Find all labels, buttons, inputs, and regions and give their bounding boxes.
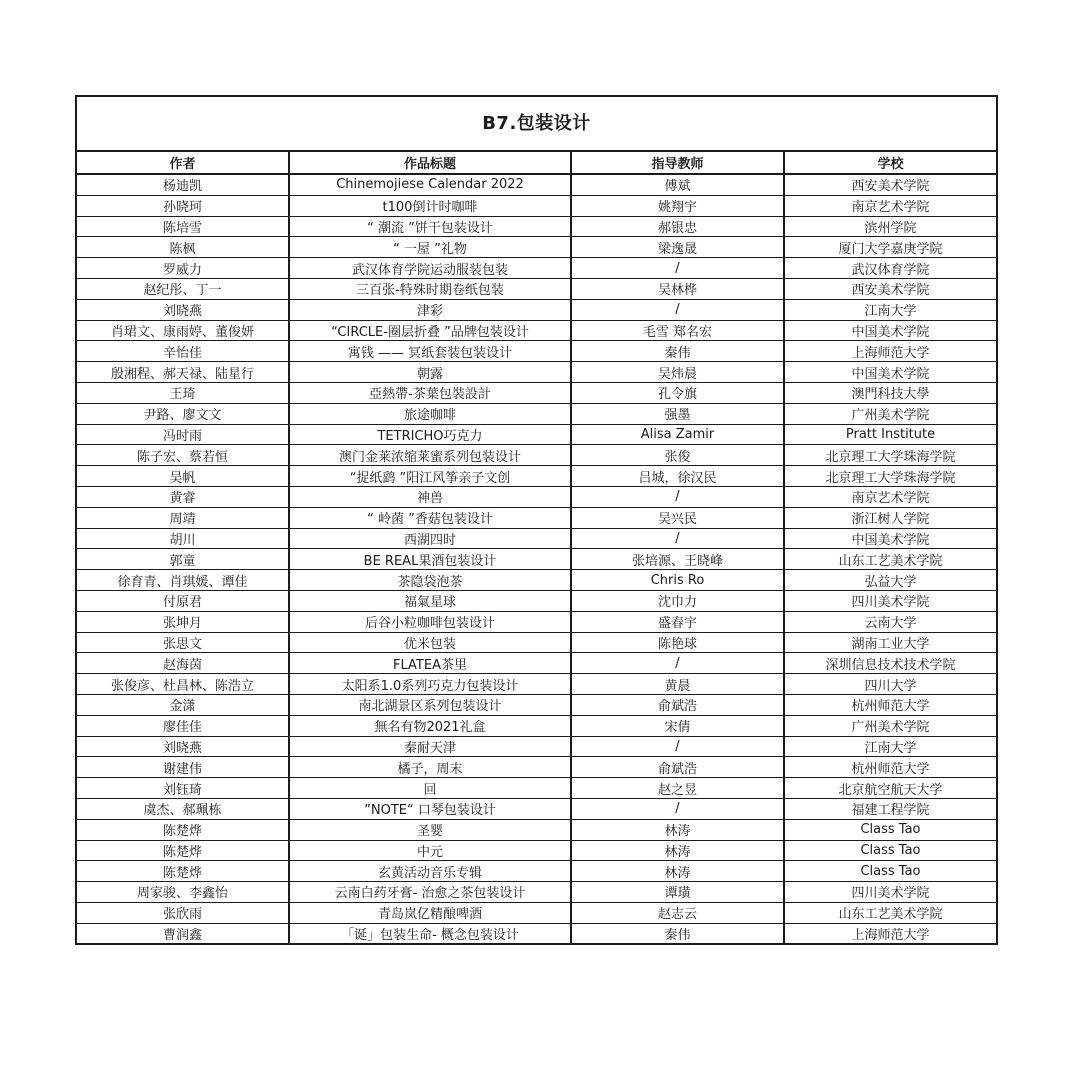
cell-instructor: 吴炜晨 xyxy=(571,362,784,383)
cell-author: 吴帆 xyxy=(77,466,289,487)
cell-work-title: 后谷小粒咖啡包装设计 xyxy=(289,611,571,632)
cell-work-title: 福氣星球 xyxy=(289,590,571,611)
cell-work-title: “ 一屋 ”礼物 xyxy=(289,237,571,258)
cell-work-title: “CIRCLE-圈层折叠 ”品牌包装设计 xyxy=(289,320,571,341)
table-row xyxy=(77,174,996,195)
cell-work-title: 圣婴 xyxy=(289,819,571,840)
cell-work-title: 橘子，周末 xyxy=(289,757,571,778)
cell-instructor: / xyxy=(571,653,784,674)
cell-work-title: 澳门金莱浓缩莱蜜系列包装设计 xyxy=(289,445,571,466)
cell-school: 弘益大学 xyxy=(784,570,996,591)
cell-school: 杭州师范大学 xyxy=(784,694,996,715)
cell-work-title: 三百张-特殊时期卷纸包装 xyxy=(289,278,571,299)
cell-school: 湖南工业大学 xyxy=(784,632,996,653)
table-row xyxy=(77,237,996,258)
cell-work-title: BE REAL果酒包装设计 xyxy=(289,549,571,570)
cell-school: 广州美术学院 xyxy=(784,403,996,424)
cell-work-title: “捉纸鹞 ”阳江风筝亲子文创 xyxy=(289,466,571,487)
cell-author: 陈培雪 xyxy=(77,216,289,237)
header-instructor: 指导教师 xyxy=(571,152,784,174)
cell-instructor: / xyxy=(571,528,784,549)
cell-school: 滨州学院 xyxy=(784,216,996,237)
cell-work-title: 太阳系1.0系列巧克力包装设计 xyxy=(289,674,571,695)
cell-author: 陈楚烨 xyxy=(77,861,289,882)
cell-instructor: 盛春宇 xyxy=(571,611,784,632)
cell-author: 殷湘程、郝天禄、陆星行 xyxy=(77,362,289,383)
cell-work-title: 寓钱 —— 冥纸套装包装设计 xyxy=(289,341,571,362)
cell-instructor: 林涛 xyxy=(571,819,784,840)
header-row xyxy=(77,152,996,174)
table-row xyxy=(77,278,996,299)
cell-instructor: 姚翔宇 xyxy=(571,195,784,216)
cell-author: 周家骏、李鑫怡 xyxy=(77,882,289,903)
cell-school: 深圳信息技术技术学院 xyxy=(784,653,996,674)
cell-work-title: 优米包装 xyxy=(289,632,571,653)
cell-author: 张思文 xyxy=(77,632,289,653)
cell-work-title: “ 潮流 ”饼干包装设计 xyxy=(289,216,571,237)
table-row xyxy=(77,341,996,362)
table-row xyxy=(77,195,996,216)
header-author: 作者 xyxy=(77,152,289,174)
cell-work-title: 朝露 xyxy=(289,362,571,383)
table-row xyxy=(77,216,996,237)
cell-author: 尹路、廖文文 xyxy=(77,403,289,424)
cell-school: 中国美术学院 xyxy=(784,528,996,549)
cell-author: 郭童 xyxy=(77,549,289,570)
cell-instructor: 张俊 xyxy=(571,445,784,466)
cell-author: 陈楚烨 xyxy=(77,840,289,861)
table-row xyxy=(77,445,996,466)
table-row xyxy=(77,611,996,632)
table-row xyxy=(77,320,996,341)
table-row xyxy=(77,798,996,819)
cell-school: 南京艺术学院 xyxy=(784,486,996,507)
cell-instructor: 宋倩 xyxy=(571,715,784,736)
cell-author: 虞杰、郝珮栋 xyxy=(77,798,289,819)
table-row xyxy=(77,694,996,715)
cell-work-title: 武汉体育学院运动服装包装 xyxy=(289,258,571,279)
cell-author: 陈楚烨 xyxy=(77,819,289,840)
table-row xyxy=(77,424,996,445)
cell-instructor: Alisa Zamir xyxy=(571,424,784,445)
table-row xyxy=(77,840,996,861)
table-row xyxy=(77,403,996,424)
cell-author: 胡川 xyxy=(77,528,289,549)
cell-work-title: FLATEA茶里 xyxy=(289,653,571,674)
award-table xyxy=(75,95,998,945)
cell-instructor: 谭璜 xyxy=(571,882,784,903)
cell-author: 付原君 xyxy=(77,590,289,611)
cell-instructor: 毛雪 郑名宏 xyxy=(571,320,784,341)
table-row xyxy=(77,757,996,778)
cell-work-title: 南北湖景区系列包装设计 xyxy=(289,694,571,715)
cell-work-title: Chinemojiese Calendar 2022 xyxy=(289,174,571,195)
cell-author: 赵海茵 xyxy=(77,653,289,674)
cell-instructor: 梁逸晟 xyxy=(571,237,784,258)
cell-school: 北京理工大学珠海学院 xyxy=(784,445,996,466)
cell-author: 廖佳佳 xyxy=(77,715,289,736)
table-row xyxy=(77,902,996,923)
cell-instructor: / xyxy=(571,798,784,819)
cell-instructor: 傅斌 xyxy=(571,174,784,195)
cell-school: 西安美术学院 xyxy=(784,278,996,299)
cell-school: 山东工艺美术学院 xyxy=(784,902,996,923)
cell-instructor: 秦伟 xyxy=(571,923,784,943)
cell-work-title: “ 岭菌 ”香菇包装设计 xyxy=(289,507,571,528)
table-row xyxy=(77,362,996,383)
cell-author: 曹润鑫 xyxy=(77,923,289,943)
cell-school: 上海师范大学 xyxy=(784,341,996,362)
cell-school: 西安美术学院 xyxy=(784,174,996,195)
table-row xyxy=(77,923,996,943)
cell-school: 北京理工大学珠海学院 xyxy=(784,466,996,487)
cell-author: 张欣雨 xyxy=(77,902,289,923)
table-row xyxy=(77,528,996,549)
cell-author: 谢建伟 xyxy=(77,757,289,778)
cell-instructor: 吴林桦 xyxy=(571,278,784,299)
table-row xyxy=(77,507,996,528)
cell-school: 杭州师范大学 xyxy=(784,757,996,778)
cell-author: 陈枫 xyxy=(77,237,289,258)
cell-instructor: 林涛 xyxy=(571,840,784,861)
cell-school: 中国美术学院 xyxy=(784,320,996,341)
cell-school: 四川大学 xyxy=(784,674,996,695)
cell-work-title: 茶隐袋泡茶 xyxy=(289,570,571,591)
cell-author: 杨迪凯 xyxy=(162,179,202,195)
cell-author: 徐育青、肖琪媛、谭佳 xyxy=(77,570,289,591)
table-title: B7.包装设计 xyxy=(77,97,996,152)
table-row xyxy=(77,653,996,674)
cell-school: 南京艺术学院 xyxy=(784,195,996,216)
cell-author: 王琦 xyxy=(77,382,289,403)
cell-instructor: 郝银忠 xyxy=(571,216,784,237)
cell-school: 四川美术学院 xyxy=(784,882,996,903)
cell-school: Class Tao xyxy=(784,840,996,861)
cell-work-title: 云南白药牙膏- 治愈之茶包装设计 xyxy=(289,882,571,903)
cell-instructor: 俞斌浩 xyxy=(571,694,784,715)
cell-instructor: 孔令旗 xyxy=(571,382,784,403)
table-row xyxy=(77,486,996,507)
cell-author: 赵纪彤、丁一 xyxy=(77,278,289,299)
cell-author: 冯时雨 xyxy=(77,424,289,445)
cell-instructor: 强墨 xyxy=(571,403,784,424)
table-row xyxy=(77,258,996,279)
cell-school: 北京航空航天大学 xyxy=(784,778,996,799)
table-body xyxy=(77,174,996,943)
cell-instructor: 吴兴民 xyxy=(571,507,784,528)
cell-author: 金潇 xyxy=(77,694,289,715)
cell-author: 张俊彦、杜昌林、陈浩立 xyxy=(77,674,289,695)
cell-school: 浙江树人学院 xyxy=(784,507,996,528)
cell-work-title: TETRICHO巧克力 xyxy=(289,424,571,445)
table-row xyxy=(77,819,996,840)
table-row xyxy=(77,549,996,570)
cell-work-title: 津彩 xyxy=(289,299,571,320)
cell-author: 周靖 xyxy=(77,507,289,528)
cell-work-title: 青岛岚亿精酿啤酒 xyxy=(289,902,571,923)
cell-author: 刘钰琦 xyxy=(77,778,289,799)
cell-instructor: Chris Ro xyxy=(571,570,784,591)
table-row xyxy=(77,570,996,591)
cell-instructor: / xyxy=(571,299,784,320)
cell-instructor: / xyxy=(571,486,784,507)
table-row xyxy=(77,778,996,799)
cell-school: 武汉体育学院 xyxy=(784,258,996,279)
cell-author: 辛怡佳 xyxy=(77,341,289,362)
cell-instructor: 陈艳球 xyxy=(571,632,784,653)
table-row xyxy=(77,299,996,320)
cell-work-title: 亞熱帶-茶葉包裝設計 xyxy=(289,382,571,403)
cell-instructor: 吕城，徐汉民 xyxy=(571,466,784,487)
cell-school: 上海师范大学 xyxy=(784,923,996,943)
cell-instructor: / xyxy=(571,258,784,279)
cell-instructor: / xyxy=(571,736,784,757)
cell-work-title: 中元 xyxy=(289,840,571,861)
cell-instructor: 俞斌浩 xyxy=(571,757,784,778)
table-row xyxy=(77,382,996,403)
table-row xyxy=(77,590,996,611)
cell-school: 江南大学 xyxy=(784,299,996,320)
table-row xyxy=(77,861,996,882)
cell-instructor: 张培源、王晓峰 xyxy=(571,549,784,570)
cell-author: 刘晓燕 xyxy=(77,736,289,757)
header-school: 学校 xyxy=(784,152,996,174)
cell-work-title: 旅途咖啡 xyxy=(289,403,571,424)
cell-school: 四川美术学院 xyxy=(784,590,996,611)
cell-work-title: 回 xyxy=(289,778,571,799)
cell-work-title: t100倒计时咖啡 xyxy=(289,195,571,216)
header-work-title: 作品标题 xyxy=(289,152,571,174)
cell-author: 陈子宏、蔡若恒 xyxy=(77,445,289,466)
cell-instructor: 沈巾力 xyxy=(571,590,784,611)
cell-instructor: 赵志云 xyxy=(571,902,784,923)
cell-school: 厦门大学嘉庚学院 xyxy=(784,237,996,258)
entries-table xyxy=(77,152,996,943)
cell-author: 刘晓燕 xyxy=(77,299,289,320)
table-row xyxy=(77,466,996,487)
cell-work-title: 玄黄活动音乐专辑 xyxy=(289,861,571,882)
cell-school: 中国美术学院 xyxy=(784,362,996,383)
cell-school: 广州美术学院 xyxy=(784,715,996,736)
cell-work-title: ”NOTE“ 口琴包装设计 xyxy=(289,798,571,819)
cell-instructor: 秦伟 xyxy=(571,341,784,362)
cell-work-title: 「诞」包装生命- 概念包装设计 xyxy=(289,923,571,943)
cell-school: Class Tao xyxy=(784,861,996,882)
cell-author: 肖珺文、康雨婷、董俊妍 xyxy=(77,320,289,341)
cell-work-title: 西湖四时 xyxy=(289,528,571,549)
table-row xyxy=(77,715,996,736)
cell-instructor: 黄晨 xyxy=(571,674,784,695)
table-row xyxy=(77,632,996,653)
cell-school: 云南大学 xyxy=(784,611,996,632)
cell-author: 孙晓珂 xyxy=(77,195,289,216)
cell-school: 山东工艺美术学院 xyxy=(784,549,996,570)
cell-school: 澳門科技大學 xyxy=(784,382,996,403)
cell-author: 黄睿 xyxy=(77,486,289,507)
cell-instructor: 林涛 xyxy=(571,861,784,882)
table-row xyxy=(77,736,996,757)
cell-school: Class Tao xyxy=(784,819,996,840)
cell-school: 福建工程学院 xyxy=(784,798,996,819)
cell-work-title: 秦耐天津 xyxy=(289,736,571,757)
cell-author: 罗威力 xyxy=(77,258,289,279)
cell-school: 江南大学 xyxy=(784,736,996,757)
table-row xyxy=(77,882,996,903)
cell-instructor: 赵之昱 xyxy=(571,778,784,799)
cell-author: 张坤月 xyxy=(77,611,289,632)
cell-work-title: 無名有物2021礼盒 xyxy=(289,715,571,736)
cell-school: Pratt Institute xyxy=(784,424,996,445)
table-row xyxy=(77,674,996,695)
cell-work-title: 神兽 xyxy=(289,486,571,507)
